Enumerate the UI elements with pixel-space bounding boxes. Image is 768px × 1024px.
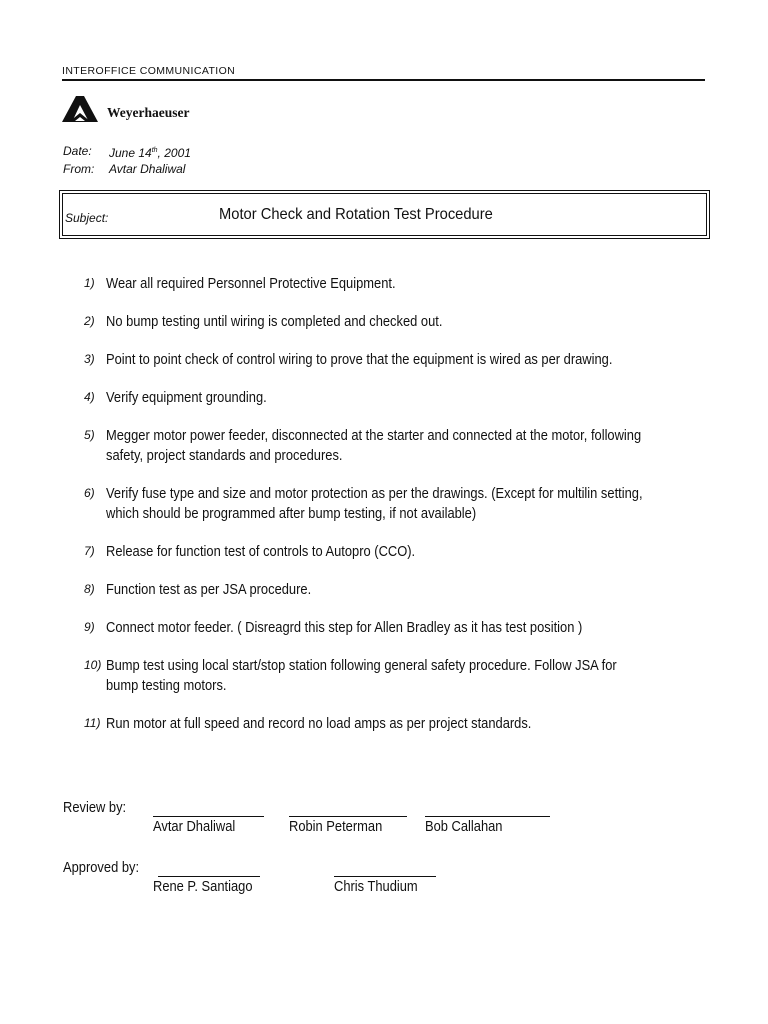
step-text: Wear all required Personnel Protective Equipment. [106,276,396,292]
step-text: Connect motor feeder. ( Disreagrd this step for Allen Bradley as it has test position ) [106,620,583,636]
company-name: Weyerhaeuser [107,105,190,120]
procedure-step [84,656,714,696]
step-number: 2) [84,314,95,328]
memo-header: INTEROFFICE COMMUNICATION [62,65,705,81]
procedure-step [84,312,714,332]
procedure-step [84,484,714,524]
step-text: Function test as per JSA procedure. [106,582,312,598]
step-number: 7) [84,544,95,558]
signature-block [153,800,264,835]
step-number: 10) [84,658,102,672]
procedure-step [84,350,714,370]
step-text: Megger motor power feeder, disconnected at the starter and connected at the motor, following safety, project standards and procedures. [106,428,642,464]
step-number: 3) [84,352,95,366]
step-number: 6) [84,486,95,500]
step-number: 1) [84,276,95,290]
date-value: June 14th, 2001 [109,146,191,160]
approved-label: Approved by: [63,860,140,876]
signature-block [153,860,265,895]
step-text: No bump testing until wiring is completed and checked out. [106,314,443,330]
step-number: 8) [84,582,95,596]
subject-title: Motor Check and Rotation Test Procedure [219,206,493,223]
signer-name: Rene P. Santiago [153,879,253,895]
signature-line [425,800,550,817]
subject-label: Subject: [65,211,109,225]
signature-line [158,860,260,877]
step-number: 5) [84,428,95,442]
company-logo-row [62,94,189,124]
signer-name: Chris Thudium [334,879,418,895]
step-number: 9) [84,620,95,634]
procedure-step [84,580,714,600]
step-number: 11) [84,716,101,730]
from-value: Avtar Dhaliwal [109,162,186,176]
signer-name: Avtar Dhaliwal [153,819,236,835]
procedure-step [84,388,714,408]
procedure-step [84,714,714,734]
subject-box [59,190,710,239]
signature-line [334,860,436,877]
step-text: Release for function test of controls to Autopro (CCO). [106,544,416,560]
signature-block [289,800,407,835]
weyerhaeuser-logo-icon [62,94,100,124]
step-text: Verify equipment grounding. [106,390,268,406]
procedure-step [84,426,714,466]
procedure-step [84,542,714,562]
signature-block [425,800,550,835]
step-text: Point to point check of control wiring to prove that the equipment is wired as per drawing. [106,352,613,368]
procedure-step [84,274,714,294]
from-row [63,161,191,177]
step-text: Verify fuse type and size and motor protection as per the drawings. (Except for multilin setting, which should be programmed after bump testing, if not available) [106,486,643,522]
signature-line [153,800,264,817]
signer-name: Robin Peterman [289,819,383,835]
procedure-steps [84,274,714,752]
step-text: Bump test using local start/stop station following general safety procedure. Follow JSA for bump testing motors. [106,658,618,694]
memo-meta [63,143,191,177]
procedure-step [84,618,714,638]
step-text: Run motor at full speed and record no load amps as per project standards. [106,716,532,732]
signer-name: Bob Callahan [425,819,503,835]
date-label: Date: [63,144,92,158]
from-label: From: [63,162,95,176]
signature-block [334,860,436,895]
step-number: 4) [84,390,95,404]
date-row [63,143,191,161]
signature-line [289,800,407,817]
review-label: Review by: [63,800,127,816]
